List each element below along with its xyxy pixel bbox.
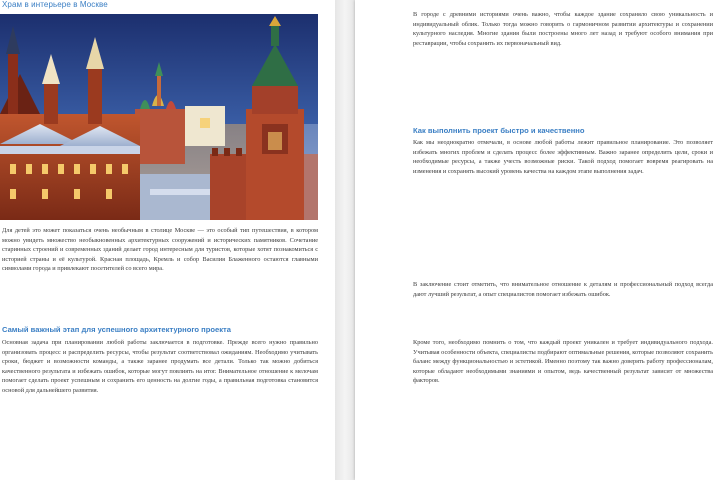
right-paragraph-4: Кроме того, необходимо помнить о том, что каждый проект уникален и требует индивидуального подхода. Учитывая особенности объекта, специалисты подбирают оптимальные решения, которые позволяют сохранить баланс между функциональностью и эстетикой. Именно поэтому так важно доверять работу профессионалам, которые обладают необходимыми знаниями и опытом, ведь качественный результат зависит от множества факторов.	[413, 339, 713, 385]
right-paragraph-1: В городе с древними историями очень важно, чтобы каждое здание сохраняло свою уникальность и индивидуальный облик. Только тогда можно говорить о гармоничном развитии архитектуры и сохранении культурного наследия. Многие здания были построены много лет назад и требуют особого внимания при реставрации, чтобы сохранить их первоначальный вид.	[413, 11, 713, 47]
moscow-night-photo	[0, 14, 318, 220]
right-page	[355, 0, 720, 480]
left-page	[0, 0, 335, 480]
left-paragraph-2: Основная задача при планировании любой работы заключается в подготовке. Прежде всего нужно правильно организовать процесс и распределить ресурсы, чтобы результат соответствовал ожиданиям. Необходимо учитывать сроки, бюджет и возможности команды, а также заранее продумать все детали. Только так можно добиться качественного результата и избежать ошибок, которые могут повлиять на итог. Внимательное отношение к мелочам помогает сделать проект успешным и сохранить его ценность на долгие годы, а правильная подготовка становится основой для дальнейшего развития.	[2, 339, 318, 394]
book-spine	[335, 0, 355, 480]
photo-caption: Храм в интерьере в Москве	[2, 0, 108, 9]
left-paragraph-1: Для детей это может показаться очень необычным в столице Москве — это особый тип путешествия, в котором можно увидеть множество необыкновенных архитектурных сооружений и исторических памятников. Сочетание старинных строений и современных зданий делает город интересным для туристов, которые хотят познакомиться с историей страны и её культурой. Красная площадь, Кремль и собор Василия Блаженного остаются главными символами города и привлекают посетителей со всего мира.	[2, 227, 318, 273]
left-section-heading: Самый важный этап для успешного архитектурного проекта	[2, 325, 231, 334]
right-section-heading: Как выполнить проект быстро и качественно	[413, 126, 585, 135]
right-paragraph-3: В заключение стоит отметить, что внимательное отношение к деталям и профессиональный подход всегда дают лучший результат, а опыт специалистов помогает избежать ошибок.	[413, 281, 713, 298]
right-paragraph-2: Как мы неоднократно отмечали, в основе любой работы лежит правильное планирование. Это позволяет избежать многих проблем и сделать процесс более эффективным. Важно заранее определить цели, сроки и необходимые ресурсы, а также учесть возможные риски. Такой подход помогает вовремя реагировать на изменения и сохранять высокий уровень качества на каждом этапе выполнения задач.	[413, 139, 713, 175]
